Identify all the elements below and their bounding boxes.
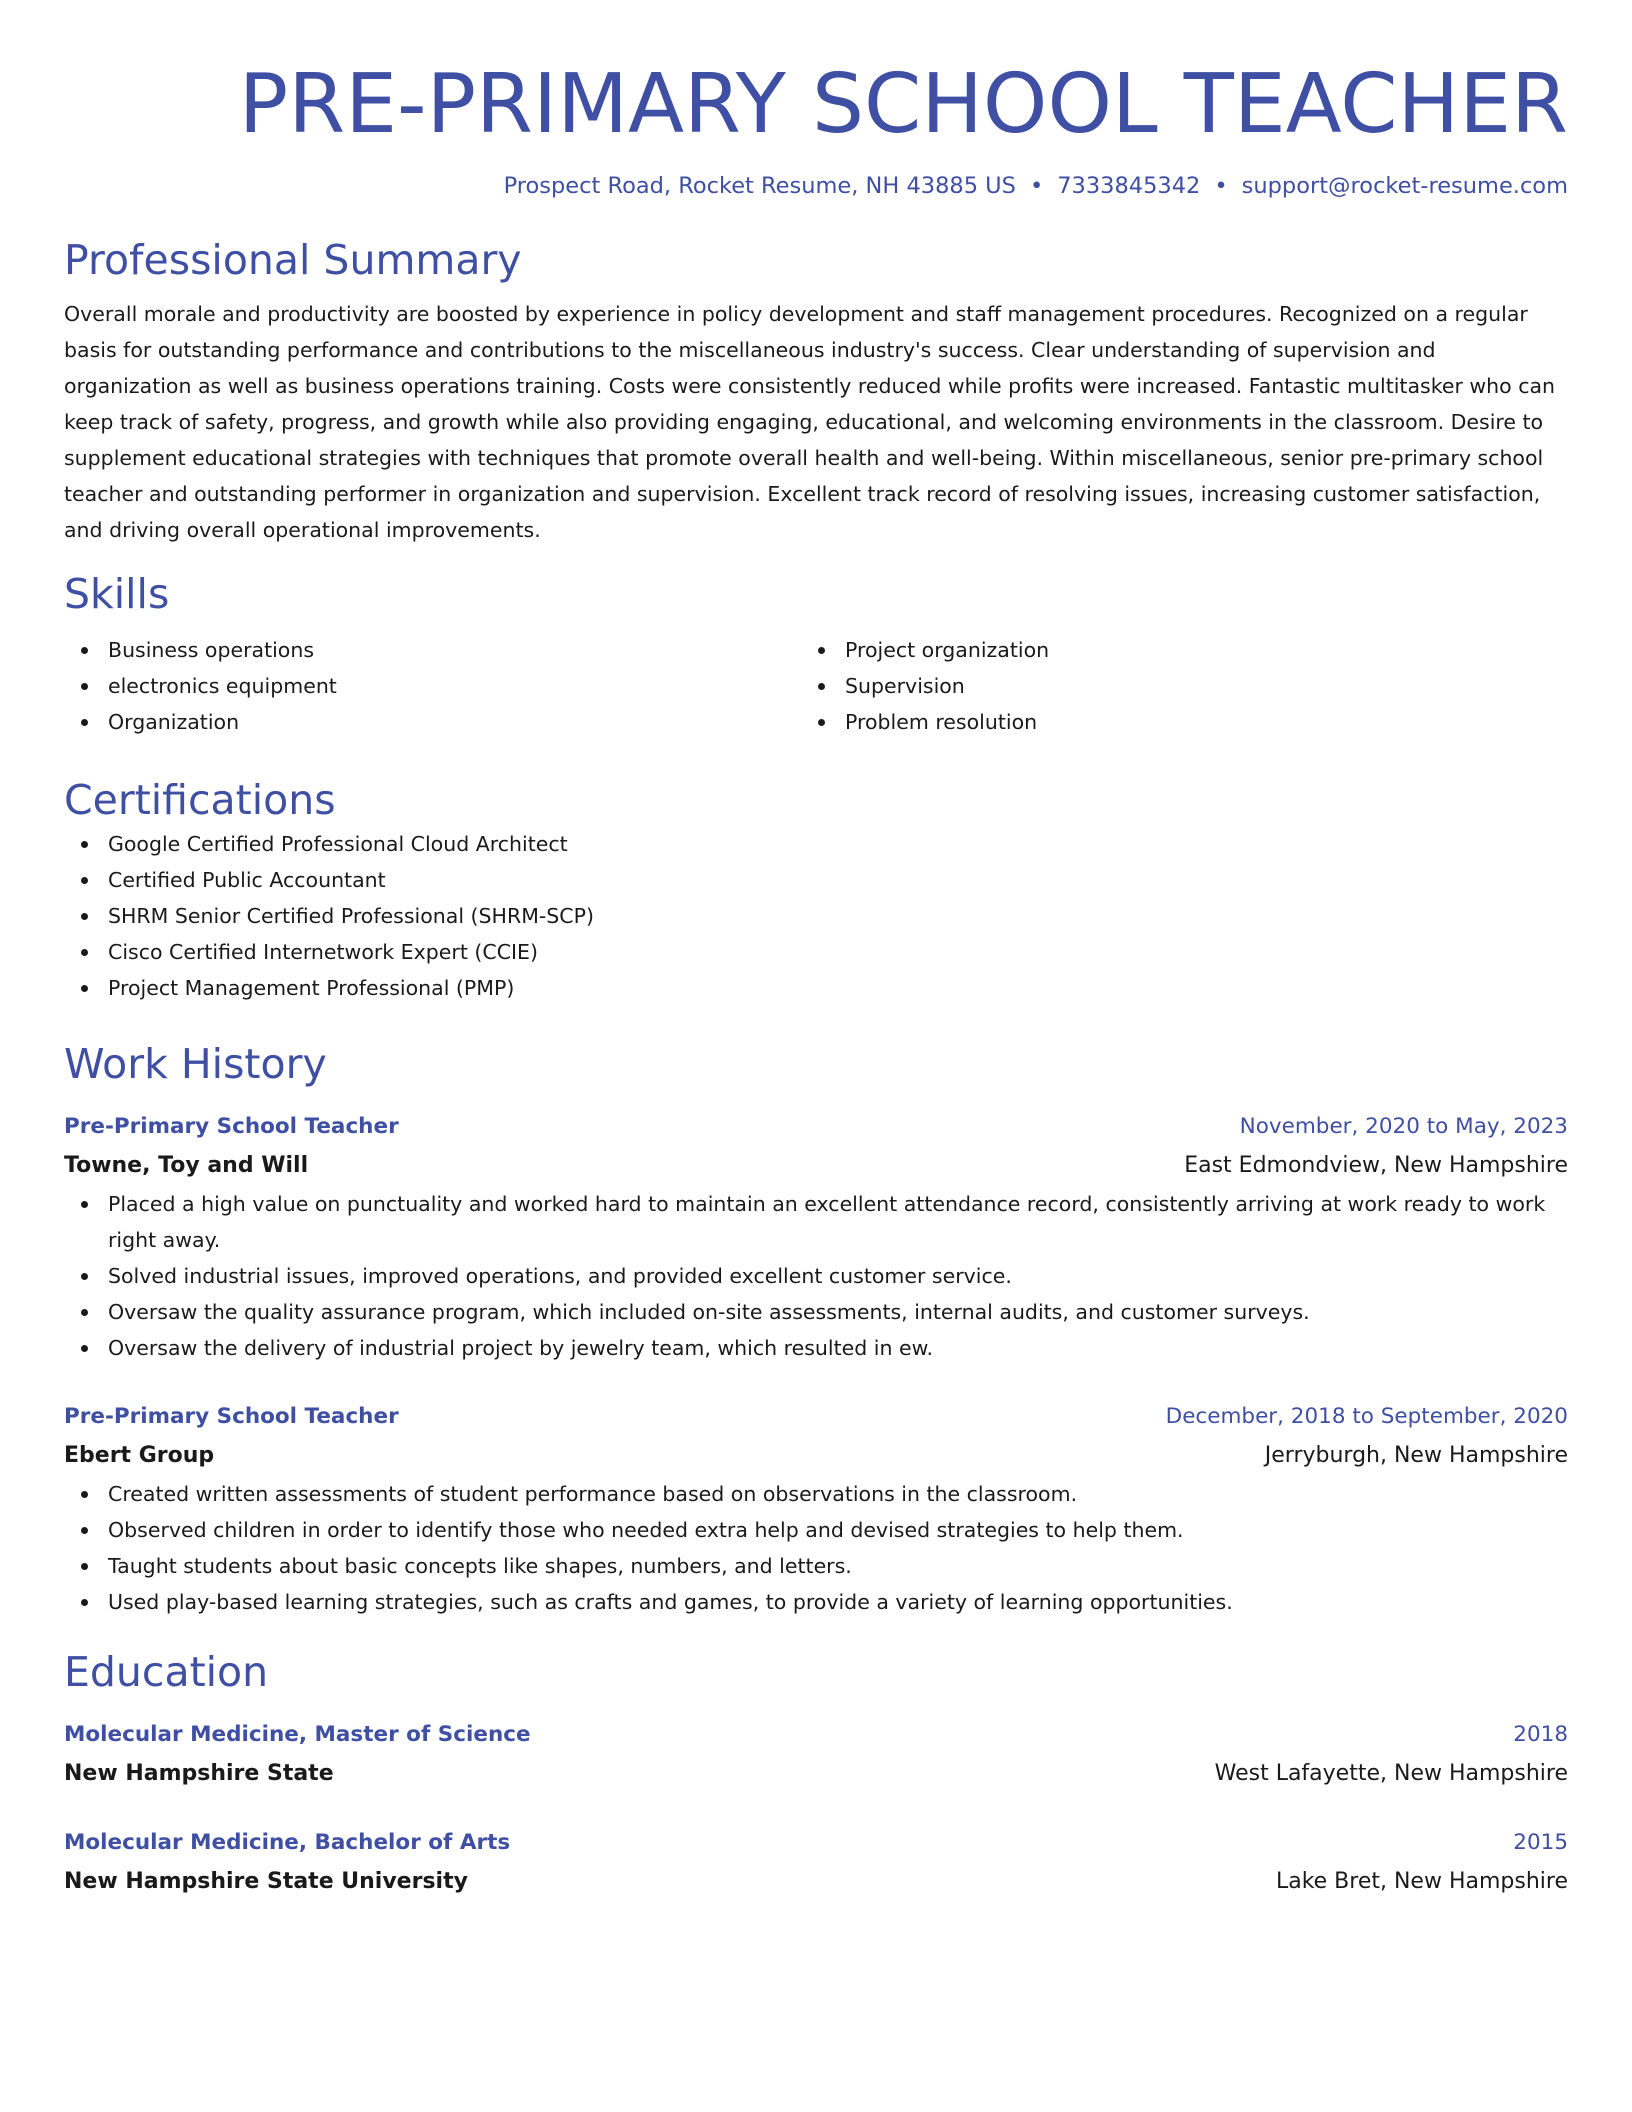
contact-address: Prospect Road, Rocket Resume, NH 43885 US bbox=[503, 173, 1016, 199]
resume-header bbox=[64, 0, 1568, 202]
education-entry-header bbox=[64, 1716, 1568, 1754]
skill-item: Organization bbox=[64, 704, 801, 740]
job-bullet: Oversaw the delivery of industrial project by jewelry team, which resulted in ew. bbox=[64, 1330, 1568, 1366]
certification-item: Cisco Certified Internetwork Expert (CCIE) bbox=[64, 934, 1568, 970]
school-location: West Lafayette, New Hampshire bbox=[1214, 1761, 1568, 1786]
degree: Molecular Medicine, Bachelor of Arts bbox=[64, 1830, 511, 1855]
company-name: Towne, Toy and Will bbox=[64, 1153, 309, 1178]
section-title-skills: Skills bbox=[64, 570, 170, 618]
job-bullet: Solved industrial issues, improved operations, and provided excellent customer service. bbox=[64, 1258, 1568, 1294]
job-location: East Edmondview, New Hampshire bbox=[1184, 1153, 1568, 1178]
work-entry-header bbox=[64, 1108, 1568, 1146]
certification-item: Project Management Professional (PMP) bbox=[64, 970, 1568, 1006]
skill-item: Supervision bbox=[801, 668, 1538, 704]
work-entry-employer bbox=[64, 1436, 1568, 1476]
job-title: Pre-Primary School Teacher bbox=[64, 1404, 399, 1429]
skill-item: Business operations bbox=[64, 632, 801, 668]
skills-right-list bbox=[801, 632, 1538, 740]
candidate-title: PRE-PRIMARY SCHOOL TEACHER bbox=[238, 57, 1568, 152]
education-entry-header bbox=[64, 1824, 1568, 1862]
contact-phone: 7333845342 bbox=[1057, 173, 1201, 199]
contact-separator: • bbox=[1214, 173, 1228, 199]
job-dates: November, 2020 to May, 2023 bbox=[1239, 1114, 1568, 1139]
education-entry bbox=[64, 1716, 1568, 1794]
degree: Molecular Medicine, Master of Science bbox=[64, 1722, 531, 1747]
school-name: New Hampshire State bbox=[64, 1761, 334, 1786]
school-location: Lake Bret, New Hampshire bbox=[1275, 1869, 1568, 1894]
work-entry bbox=[64, 1108, 1568, 1366]
graduation-year: 2015 bbox=[1513, 1830, 1568, 1855]
education-entry-school bbox=[64, 1754, 1568, 1794]
job-bullet: Taught students about basic concepts like shapes, numbers, and letters. bbox=[64, 1548, 1568, 1584]
school-name: New Hampshire State University bbox=[64, 1869, 468, 1894]
job-bullets bbox=[64, 1476, 1568, 1620]
certification-item: Certified Public Accountant bbox=[64, 862, 1568, 898]
contact-line bbox=[64, 170, 1568, 202]
job-bullets bbox=[64, 1186, 1568, 1366]
section-title-summary: Professional Summary bbox=[64, 236, 522, 284]
section-title-certifications: Certifications bbox=[64, 776, 336, 824]
company-name: Ebert Group bbox=[64, 1443, 215, 1468]
section-title-work-history: Work History bbox=[64, 1040, 327, 1088]
summary-text: Overall morale and productivity are boosted by experience in policy development and staff management procedures. Recognized on a regular basis for outstanding performance and contributions to the miscellaneous industry's success. Clear understanding of supervision and organization as well as business operations training. Costs were consistently reduced while profits were increased. Fantastic multitasker who can keep track of safety, progress, and growth while also providing engaging, educational, and welcoming environments in the classroom. Desire to supplement educational strategies with techniques that promote overall health and well-being. Within miscellaneous, senior pre-primary school teacher and outstanding performer in organization and supervision. Excellent track record of resolving issues, increasing customer satisfaction, and driving overall operational improvements. bbox=[64, 302, 1556, 542]
education-entry bbox=[64, 1824, 1568, 1902]
job-bullet: Used play-based learning strategies, such as crafts and games, to provide a variety of learning opportunities. bbox=[64, 1584, 1568, 1620]
job-bullet: Created written assessments of student performance based on observations in the classroom. bbox=[64, 1476, 1568, 1512]
contact-email: support@rocket-resume.com bbox=[1241, 173, 1568, 199]
skills-columns bbox=[64, 632, 1568, 740]
work-entry-employer bbox=[64, 1146, 1568, 1186]
education-entry-school bbox=[64, 1862, 1568, 1902]
work-entry bbox=[64, 1398, 1568, 1620]
skills-left-list bbox=[64, 632, 801, 740]
job-location: Jerryburgh, New Hampshire bbox=[1264, 1443, 1568, 1468]
job-title: Pre-Primary School Teacher bbox=[64, 1114, 399, 1139]
certification-item: Google Certified Professional Cloud Architect bbox=[64, 826, 1568, 862]
certification-item: SHRM Senior Certified Professional (SHRM-SCP) bbox=[64, 898, 1568, 934]
skill-item: Problem resolution bbox=[801, 704, 1538, 740]
job-bullet: Oversaw the quality assurance program, which included on-site assessments, internal audits, and customer surveys. bbox=[64, 1294, 1568, 1330]
work-entry-header bbox=[64, 1398, 1568, 1436]
job-bullet: Placed a high value on punctuality and worked hard to maintain an excellent attendance record, consistently arriving at work ready to work right away. bbox=[64, 1186, 1568, 1258]
graduation-year: 2018 bbox=[1513, 1722, 1568, 1747]
contact-separator: • bbox=[1029, 173, 1044, 199]
job-bullet: Observed children in order to identify those who needed extra help and devised strategies to help them. bbox=[64, 1512, 1568, 1548]
certifications-list bbox=[64, 826, 1568, 1006]
job-dates: December, 2018 to September, 2020 bbox=[1165, 1404, 1568, 1429]
section-title-education: Education bbox=[64, 1648, 269, 1696]
skill-item: Project organization bbox=[801, 632, 1538, 668]
skill-item: electronics equipment bbox=[64, 668, 801, 704]
